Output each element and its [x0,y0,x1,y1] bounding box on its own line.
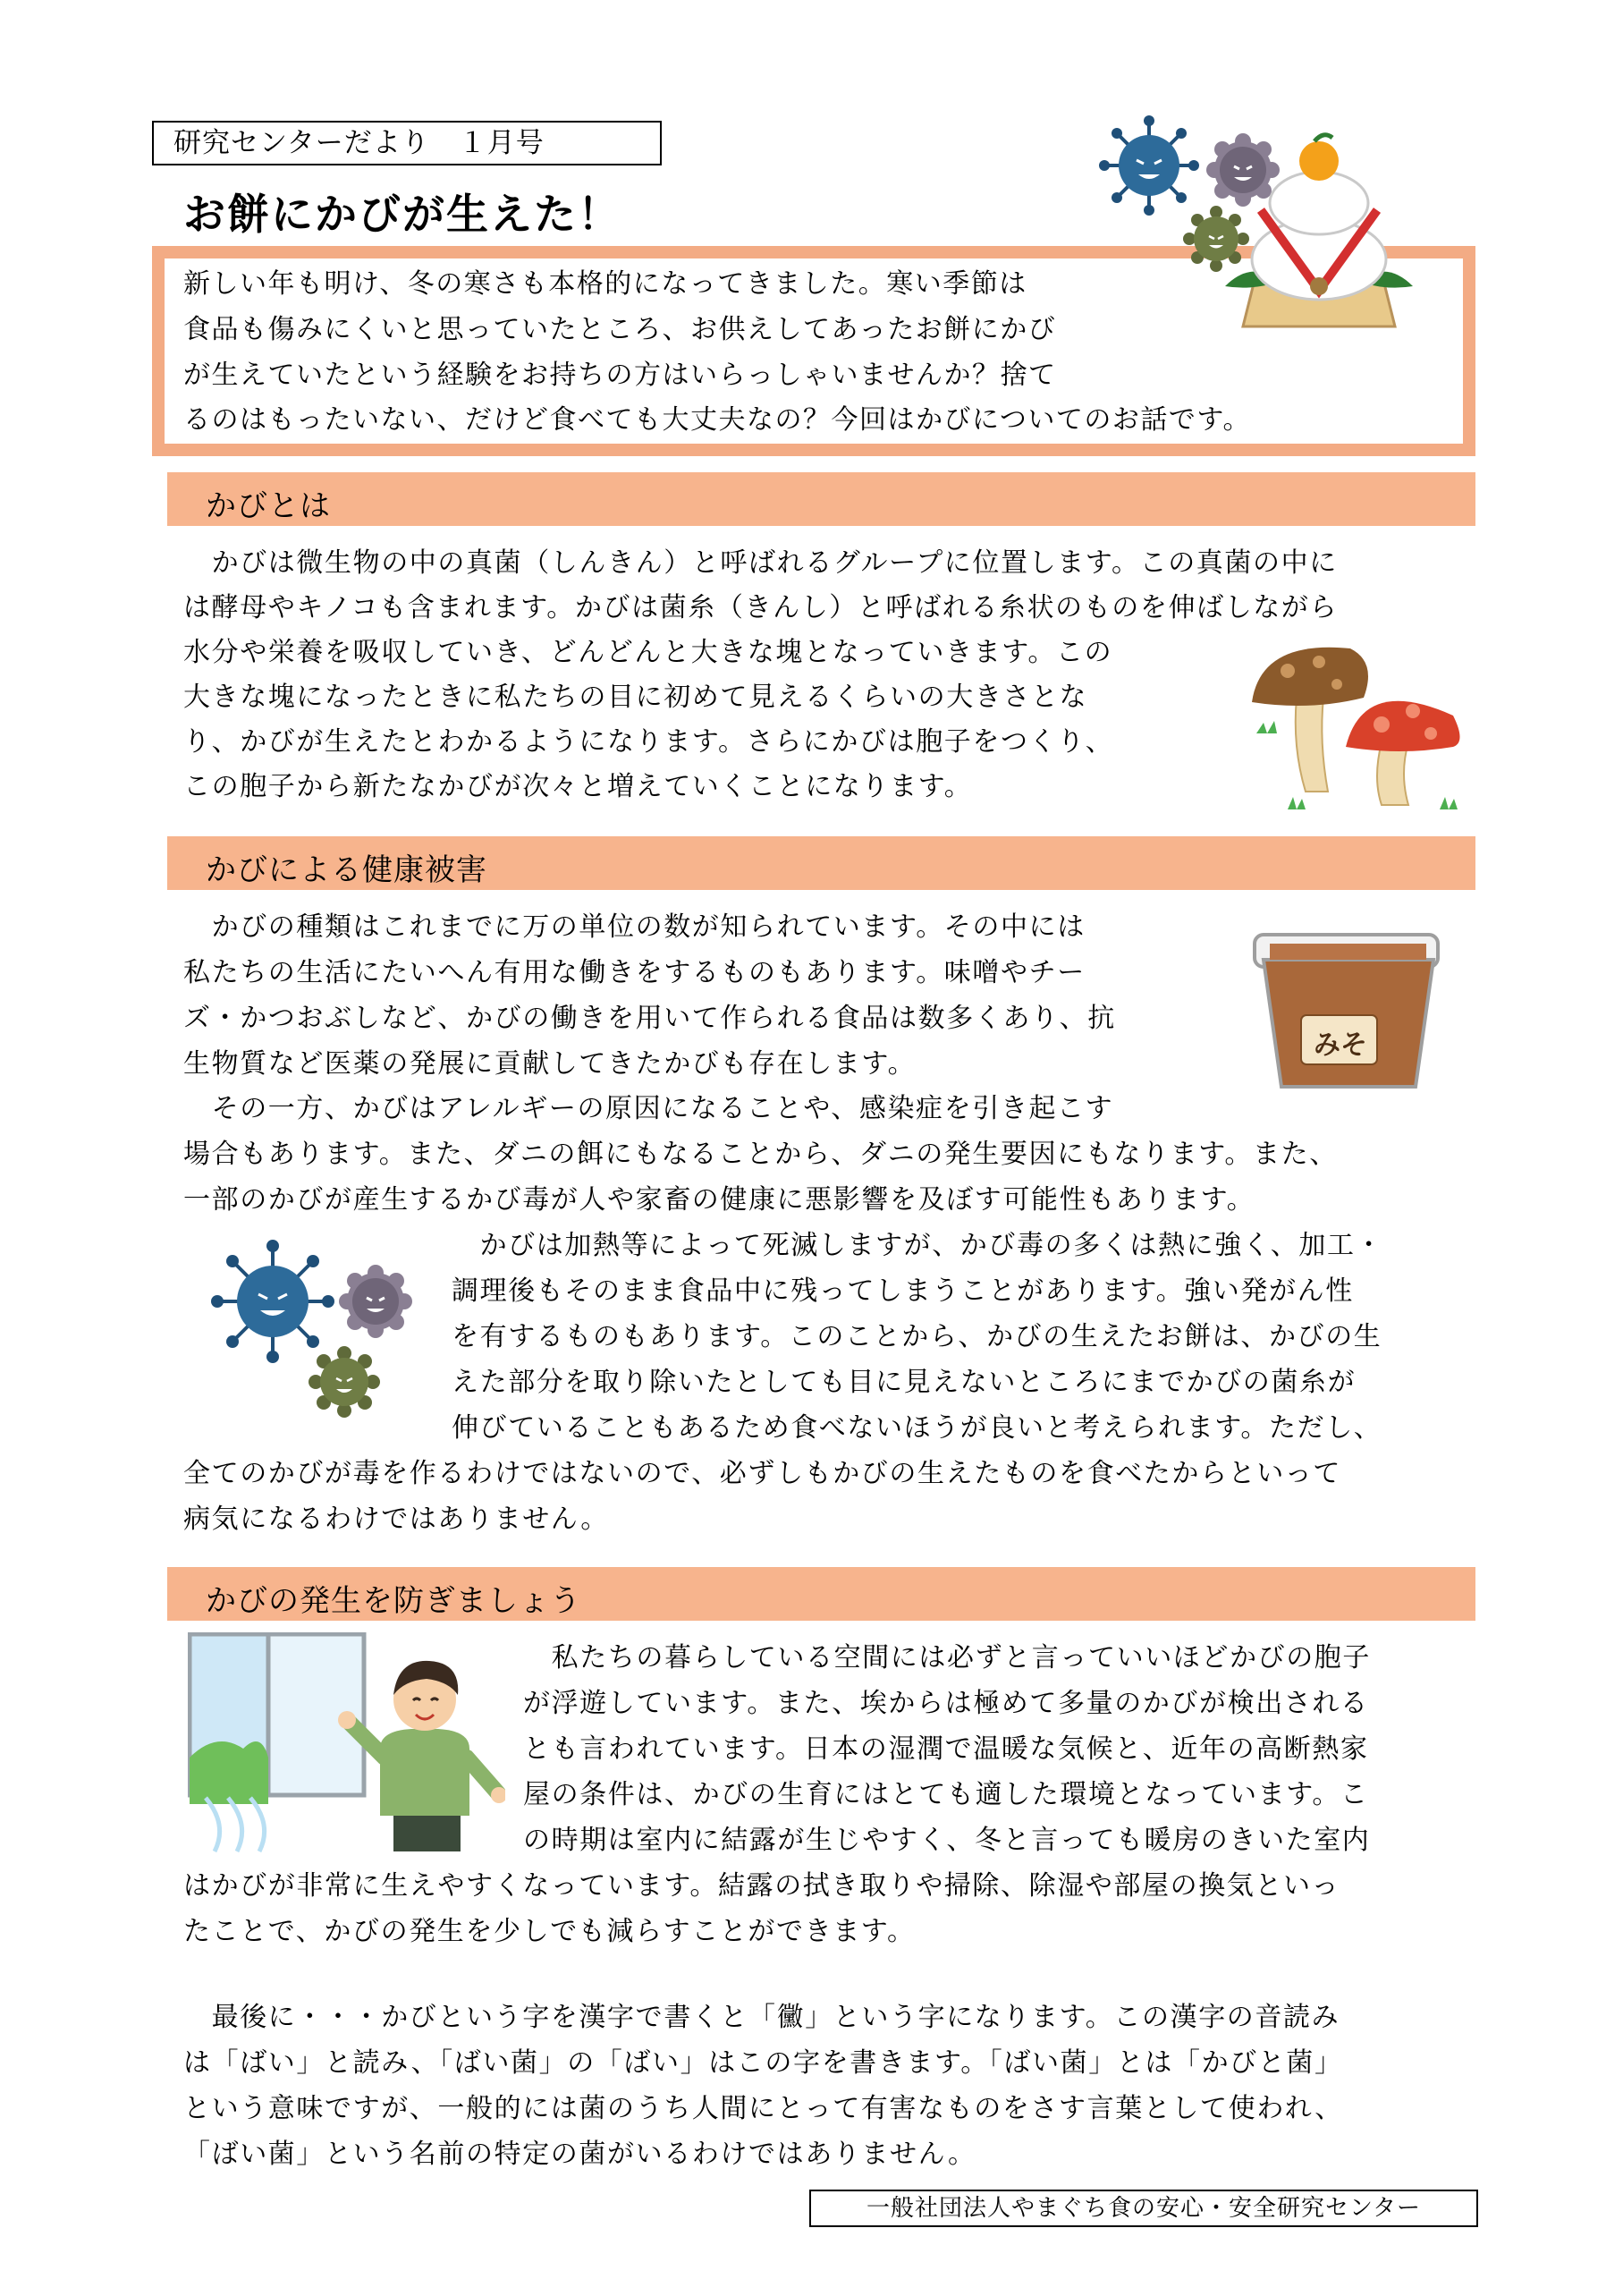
intro-line: るのはもったいない、だけど食べても大丈夫なの？今回はかびについてのお話です。 [183,404,1251,436]
paragraph-line: 場合もあります。また、ダニの餌にもなることから、ダニの発生要因にもなります。また、 [183,1139,1338,1170]
paragraph-line: 私たちの暮らしている空間には必ずと言っていいほどかびの胞子 [523,1642,1371,1673]
paragraph-line: は「ばい」と読み、「ばい菌」の「ばい」はこの字を書きます。「ばい菌」とは「かびと菌」 [183,2047,1343,2079]
kagami-mochi-icon [1082,103,1467,362]
germ-icon [1183,206,1249,272]
paragraph-line: が浮遊しています。また、埃からは極めて多量のかびが検出される [523,1688,1369,1719]
paragraph-line: はかびが非常に生えやすくなっています。結露の拭き取りや掃除、除湿や部屋の換気といっ [183,1870,1340,1902]
paragraph-line: 最後に・・・かびという字を漢字で書くと「黴」という字になります。この漢字の音読み [183,2002,1340,2033]
paragraph-line: えた部分を取り除いたとしても目に見えないところにまでかびの菌糸が [452,1367,1357,1398]
paragraph-line: り、かびが生えたとわかるようになります。さらにかびは胞子をつくり、 [183,726,1114,758]
paragraph-line: 屋の条件は、かびの生育にはとても適した環境となっています。こ [523,1779,1369,1810]
page-title: お餅にかびが生えた！ [183,191,621,240]
newsletter-label: 研究センターだより １月号 [152,121,662,165]
window-person-icon [188,1632,505,1856]
footer-organization: 一般社団法人やまぐち食の安心・安全研究センター [809,2190,1478,2227]
paragraph-line: 水分や栄養を吸収していき、どんどんと大きな塊となっていきます。この [183,637,1113,668]
paragraph-line: たことで、かびの発生を少しでも減らすことができます。 [183,1916,916,1947]
paragraph-line: の時期は室内に結露が生じやすく、冬と言っても暖房のきいた室内 [523,1825,1371,1856]
paragraph-line: 私たちの生活にたいへん有用な働きをするものもあります。味噌やチー [183,957,1086,988]
paragraph-line: その一方、かびはアレルギーの原因になることや、感染症を引き起こす [183,1093,1114,1124]
miso-container-icon [1247,917,1449,1096]
paragraph-line: を有するものもあります。このことから、かびの生えたお餅は、かびの生 [452,1321,1382,1352]
paragraph-line: かびは加熱等によって死滅しますが、かび毒の多くは熱に強く、加工・ [452,1230,1384,1261]
paragraph-line: という意味ですが、一般的には菌のうち人間にとって有害なものをさす言葉として使われ、 [183,2093,1343,2124]
intro-line: 新しい年も明け、冬の寒さも本格的になってきました。寒い季節は [183,268,1027,300]
intro-line: 食品も傷みにくいと思っていたところ、お供えしてあったお餅にかび [183,314,1057,345]
paragraph-line: 「ばい菌」という名前の特定の菌がいるわけではありません。 [183,2139,976,2170]
paragraph-line: 大きな塊になったときに私たちの目に初めて見えるくらいの大きさとな [183,682,1088,713]
paragraph-line: かびは微生物の中の真菌（しんきん）と呼ばれるグループに位置します。この真菌の中に [183,547,1338,579]
paragraph-line: この胞子から新たなかびが次々と増えていくことになります。 [183,771,973,802]
section-bar [167,472,1475,526]
paragraph-line: は酵母やキノコも含まれます。かびは菌糸（きんし）と呼ばれる糸状のものを伸ばしながら [183,592,1339,623]
paragraph-line: 病気になるわけではありません。 [183,1504,609,1535]
paragraph-line: 調理後もそのまま食品中に残ってしまうことがあります。強い発がん性 [452,1275,1354,1307]
paragraph-line: 生物質など医薬の発展に貢献してきたかびも存在します。 [183,1048,917,1080]
paragraph-line: 一部のかびが産生するかび毒が人や家畜の健康に悪影響を及ぼす可能性もあります。 [183,1184,1255,1216]
section-heading: かびとは [206,488,331,524]
miso-label: みそ [1314,1029,1367,1061]
intro-line: が生えていたという経験をお持ちの方はいらっしゃいませんか？捨て [183,360,1057,391]
paragraph-line: とも言われています。日本の湿潤で温暖な気候と、近年の高断熱家 [523,1733,1369,1765]
germ-icon [1099,115,1199,216]
paragraph-line: 全てのかびが毒を作るわけではないので、必ずしもかびの生えたものを食べたからといって [183,1458,1341,1489]
germ-icon [1206,133,1280,207]
section-heading: かびの発生を防ぎましょう [206,1583,581,1619]
germ-icon [197,1230,420,1427]
mushroom-icon [1247,635,1475,814]
paragraph-line: かびの種類はこれまでに万の単位の数が知られています。その中には [183,911,1086,943]
section-heading: かびによる健康被害 [206,852,487,888]
paragraph-line: ズ・かつおぶしなど、かびの働きを用いて作られる食品は数多くあり、抗 [183,1003,1116,1034]
paragraph-line: 伸びていることもあるため食べないほうが良いと考えられます。ただし、 [452,1412,1382,1444]
